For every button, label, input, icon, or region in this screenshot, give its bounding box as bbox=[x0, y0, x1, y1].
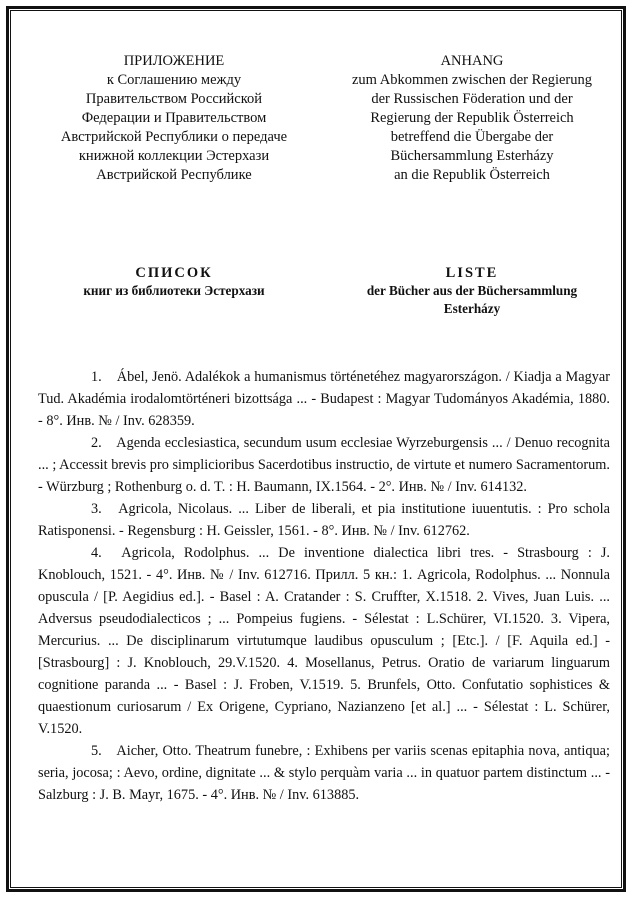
german-header-line: Büchersammlung Esterházy bbox=[390, 148, 554, 164]
book-list bbox=[38, 366, 610, 806]
russian-header-line: Австрийской Республики о передаче bbox=[60, 129, 288, 145]
list-heading-row bbox=[38, 264, 610, 318]
list-item bbox=[38, 542, 610, 740]
list-item bbox=[38, 740, 610, 806]
german-header-line: an die Republik Österreich bbox=[394, 167, 550, 183]
german-header-line: Regierung der Republik Österreich bbox=[370, 110, 574, 126]
german-list-heading bbox=[332, 264, 612, 318]
entry-text: Agricola, Rodolphus. ... De inventione dialectica libri tres. - Strasbourg : J. Knoblouch, 1521. - 4°. Инв. № / Inv. 612716. Прилл. 5 кн.: 1. Agricola, Rodolphus. ... Nonnula opuscula / [P. Aegidius ed.]. - Basel : A. Cratander : S. Cruffter, X.1518. 2. Vives, Juan Luis. ... Adversus pseudodialecticos ; ... Pompeius fugiens. - Sélestat : L.Schürer, VI.1520. 3. Vipera, Mercurius. ... De disciplinarum virtutumque laudibus opusculum ; [Etc.]. / [F. Aquila ed.] - [Strasbourg] : J. Knoblouch, 29.V.1520. 4. Mosellanus, Petrus. Oratio de variarum linguarum cognitione paranda ... - Basel : J. Froben, V.1519. 5. Brunfels, Otto. Confutatio sophistices & quaestionum curiosarum / Ex Origene, Cypriano, Nazianzeno [et al.] ... - Sélestat : L. Schürer, V.1520. bbox=[38, 545, 610, 737]
list-item bbox=[38, 366, 610, 432]
list-item bbox=[38, 498, 610, 542]
russian-header-line: книжной коллекции Эстерхази bbox=[78, 148, 270, 164]
russian-annex-title: ПРИЛОЖЕНИЕ bbox=[123, 53, 225, 69]
russian-header-line: Федерации и Правительством bbox=[81, 110, 267, 126]
entry-text: Agricola, Nicolaus. ... Liber de liberali, et pia institutione iuuentutis. : Pro schola Ratisponensi. - Regensburg : H. Geissler, 1561. - 8°. Инв. № / Inv. 612762. bbox=[38, 501, 611, 539]
russian-list-heading bbox=[34, 264, 314, 318]
entry-text: Aicher, Otto. Theatrum funebre, : Exhibens per variis scenas epitaphia nova, antiqua; seria, jocosa; : Aevo, ordine, dignitate ... & stylo perquàm varia ... in quatuor partem distinctum ... - Salzburg : J. B. Mayr, 1675. - 4°. Инв. № / Inv. 613885. bbox=[38, 743, 610, 803]
russian-header-line: Правительством Российской bbox=[85, 91, 263, 107]
russian-header-line: Австрийской Республике bbox=[96, 167, 252, 183]
entry-text: Ábel, Jenö. Adalékok a humanismus történetéhez magyarországon. / Kiadja a Magyar Tud. Akadémia irodalomtörténeri bizottsága ... - Budapest : Magyar Tudományos Akadémia, 1880. - 8°. Инв. № / Inv. 628359. bbox=[38, 369, 610, 429]
header-row bbox=[38, 52, 610, 185]
document bbox=[38, 52, 610, 806]
russian-header-line: к Соглашению между bbox=[106, 72, 242, 88]
entry-number: 4. bbox=[91, 545, 102, 561]
german-header-line: zum Abkommen zwischen der Regierung bbox=[352, 72, 592, 88]
german-header-line: betreffend die Übergabe der bbox=[390, 129, 554, 145]
entry-number: 5. bbox=[91, 743, 102, 759]
entry-number: 2. bbox=[91, 435, 102, 451]
german-header-line: der Russischen Föderation und der bbox=[371, 91, 573, 107]
german-annex-title: ANHANG bbox=[440, 53, 504, 69]
russian-list-title: СПИСОК bbox=[135, 265, 213, 281]
entry-text: Agenda ecclesiastica, secundum usum ecclesiae Wyrzeburgensis ... / Denuo recognita ... ; Accessit brevis pro simplicioribus Sacerdotibus instructio, de virtute et numero Sacramentorum. - Würzburg ; Rothenburg o. d. T. : H. Baumann, IX.1564. - 2°. Инв. № / Inv. 614132. bbox=[38, 435, 610, 495]
list-item bbox=[38, 432, 610, 498]
german-list-subtitle: der Bücher aus der Büchersammlung bbox=[366, 283, 578, 298]
russian-header bbox=[34, 52, 314, 185]
entry-number: 3. bbox=[91, 501, 102, 517]
entry-number: 1. bbox=[91, 369, 102, 385]
german-list-subtitle: Esterházy bbox=[443, 301, 501, 316]
german-list-title: LISTE bbox=[445, 265, 499, 281]
german-header bbox=[332, 52, 612, 185]
russian-list-subtitle: книг из библиотеки Эстерхази bbox=[83, 283, 265, 298]
